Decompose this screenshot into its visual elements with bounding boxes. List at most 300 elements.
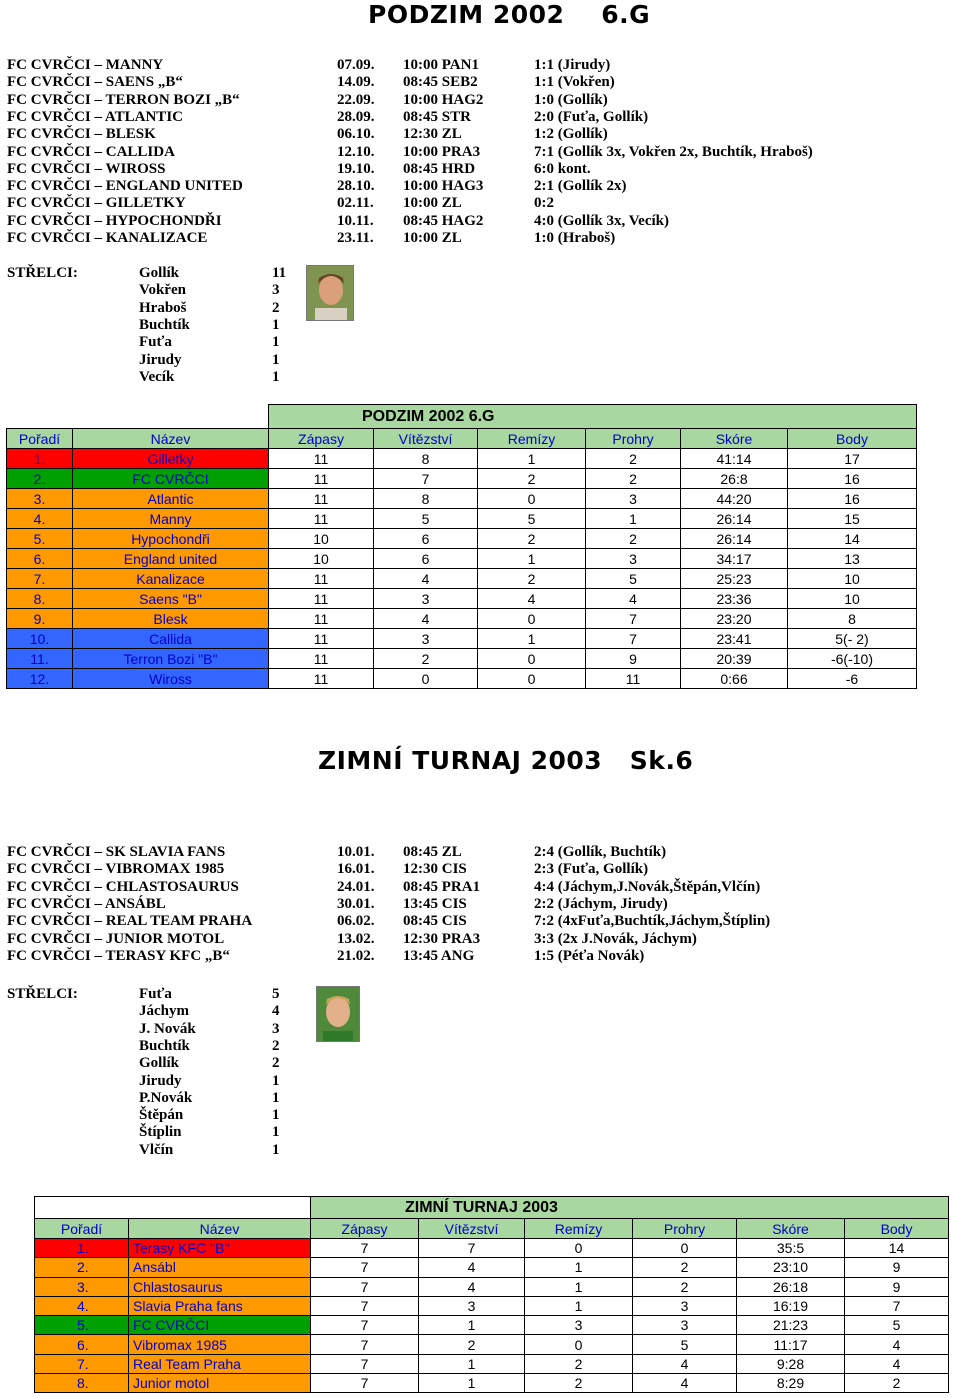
scorer-goals: 2 [272, 1055, 280, 1072]
won-cell: 6 [374, 529, 478, 549]
match-date: 24.01. [337, 878, 375, 895]
column-header: Název [73, 429, 269, 449]
match-teams: FC CVRČCI – ANSÁBL [7, 895, 166, 912]
table-row [7, 609, 917, 629]
table-row [35, 1239, 949, 1258]
team-name-cell: Vibromax 1985 [129, 1335, 311, 1354]
match-teams: FC CVRČCI – TERRON BOZI „B“ [7, 91, 240, 108]
lost-cell: 2 [633, 1277, 737, 1296]
match-time-venue: 10:00 HAG2 [403, 91, 484, 108]
scorer-goals: 1 [272, 334, 280, 351]
player-portrait-icon [317, 987, 359, 1041]
table-row [7, 529, 917, 549]
table-row [7, 629, 917, 649]
played-cell: 11 [269, 609, 374, 629]
draw-cell: 1 [478, 449, 586, 469]
match-result: 2:4 (Gollík, Buchtík) [534, 844, 667, 860]
score-cell: 26:14 [681, 509, 788, 529]
points-cell: 14 [845, 1239, 949, 1258]
played-cell: 11 [269, 449, 374, 469]
column-header: Body [845, 1219, 949, 1239]
scorer-goals: 1 [272, 1089, 280, 1106]
points-cell: 9 [845, 1258, 949, 1277]
draw-cell: 1 [478, 629, 586, 649]
team-name-cell: Slavia Praha fans [129, 1296, 311, 1315]
match-teams: FC CVRČCI – BLESK [7, 126, 156, 143]
score-cell: 9:28 [737, 1354, 845, 1373]
match-result: 6:0 kont. [534, 160, 591, 177]
scorer-name: Gollík [139, 1055, 180, 1072]
match-teams: FC CVRČCI – HYPOCHONDŘI [7, 212, 222, 229]
rank-cell: 2. [35, 1258, 129, 1277]
lost-cell: 3 [633, 1296, 737, 1315]
rank-cell: 4. [7, 509, 73, 529]
match-teams: FC CVRČCI – REAL TEAM PRAHA [7, 913, 253, 930]
played-cell: 11 [269, 649, 374, 669]
played-cell: 7 [311, 1335, 419, 1354]
scorer-name: Štěpán [139, 1107, 184, 1124]
rank-cell: 7. [7, 569, 73, 589]
table-row [7, 569, 917, 589]
match-result: 7:1 (Gollík 3x, Vokřen 2x, Buchtík, Hraboš) [534, 143, 813, 160]
played-cell: 7 [311, 1354, 419, 1373]
scorer-goals: 4 [272, 1003, 280, 1020]
match-result: 2:1 (Gollík 2x) [534, 178, 627, 195]
score-cell: 20:39 [681, 649, 788, 669]
draw-cell: 2 [478, 569, 586, 589]
rank-cell: 1. [7, 449, 73, 469]
score-cell: 21:23 [737, 1316, 845, 1335]
scorer-name: Gollík [139, 265, 180, 281]
column-header: Remízy [525, 1219, 633, 1239]
scorer-name: Fuťa [139, 986, 172, 1002]
team-name-cell: Callida [73, 629, 269, 649]
played-cell: 7 [311, 1316, 419, 1335]
draw-cell: 2 [478, 469, 586, 489]
match-teams: FC CVRČCI – SK SLAVIA FANS [7, 844, 226, 860]
scorer-name: Buchtík [139, 316, 190, 333]
played-cell: 11 [269, 589, 374, 609]
match-teams: FC CVRČCI – WIROSS [7, 160, 166, 177]
won-cell: 1 [419, 1354, 525, 1373]
column-header: Prohry [586, 429, 681, 449]
score-cell: 44:20 [681, 489, 788, 509]
table-row [35, 1354, 949, 1373]
lost-cell: 3 [586, 549, 681, 569]
score-cell: 23:10 [737, 1258, 845, 1277]
team-name-cell: Atlantic [73, 489, 269, 509]
team-name-cell: Blesk [73, 609, 269, 629]
scorers-label: STŘELCI: [7, 265, 78, 281]
team-name-cell: Saens "B" [73, 589, 269, 609]
scorer-goals: 2 [272, 1037, 280, 1054]
score-cell: 11:17 [737, 1335, 845, 1354]
team-name-cell: Chlastosaurus [129, 1277, 311, 1296]
match-teams: FC CVRČCI – CALLIDA [7, 143, 175, 160]
rank-cell: 4. [35, 1296, 129, 1315]
table-row [35, 1296, 949, 1315]
scorer-goals: 3 [272, 282, 280, 299]
points-cell: -6(-10) [788, 649, 917, 669]
match-date: 10.01. [337, 844, 375, 860]
match-teams: FC CVRČCI – ENGLAND UNITED [7, 178, 243, 195]
played-cell: 10 [269, 529, 374, 549]
won-cell: 2 [419, 1335, 525, 1354]
match-result: 7:2 (4xFuťa,Buchtík,Jáchym,Štíplin) [534, 913, 771, 930]
scorer-goals: 1 [272, 351, 280, 368]
score-cell: 26:8 [681, 469, 788, 489]
lost-cell: 4 [586, 589, 681, 609]
table-row [7, 549, 917, 569]
column-header: Vítězství [374, 429, 478, 449]
played-cell: 11 [269, 509, 374, 529]
match-result: 2:3 (Fuťa, Gollík) [534, 861, 649, 878]
won-cell: 8 [374, 449, 478, 469]
played-cell: 7 [311, 1239, 419, 1258]
rank-cell: 2. [7, 469, 73, 489]
scorer-goals: 1 [272, 316, 280, 333]
score-cell: 41:14 [681, 449, 788, 469]
table-row [35, 1258, 949, 1277]
section1-title: PODZIM 2002 6.G [368, 0, 651, 29]
played-cell: 11 [269, 669, 374, 689]
table-row [7, 509, 917, 529]
column-header: Zápasy [269, 429, 374, 449]
match-teams: FC CVRČCI – CHLASTOSAURUS [7, 878, 239, 895]
team-name-cell: FC CVRČCI [73, 469, 269, 489]
match-date: 13.02. [337, 930, 375, 947]
played-cell: 11 [269, 629, 374, 649]
column-header: Pořadí [35, 1219, 129, 1239]
scorer-name: Vecík [139, 368, 175, 385]
match-time-venue: 10:00 ZL [403, 195, 462, 212]
scorer-name: Jirudy [139, 1072, 182, 1089]
table-row [35, 1335, 949, 1354]
team-name-cell: FC CVRČCI [129, 1316, 311, 1335]
score-cell: 23:36 [681, 589, 788, 609]
lost-cell: 9 [586, 649, 681, 669]
lost-cell: 1 [586, 509, 681, 529]
match-time-venue: 12:30 PRA3 [403, 930, 481, 947]
table-row [7, 489, 917, 509]
lost-cell: 4 [633, 1374, 737, 1393]
won-cell: 3 [374, 629, 478, 649]
points-cell: 7 [845, 1296, 949, 1315]
player-photo [306, 265, 354, 321]
lost-cell: 2 [633, 1258, 737, 1277]
team-name-cell: Junior motol [129, 1374, 311, 1393]
points-cell: 16 [788, 469, 917, 489]
match-date: 10.11. [337, 212, 374, 229]
won-cell: 1 [419, 1374, 525, 1393]
team-name-cell: Hypochondři [73, 529, 269, 549]
score-cell: 23:41 [681, 629, 788, 649]
won-cell: 5 [374, 509, 478, 529]
match-date: 06.02. [337, 913, 375, 930]
scorer-name: Jáchym [139, 1003, 189, 1020]
scorer-goals: 3 [272, 1020, 280, 1037]
points-cell: 15 [788, 509, 917, 529]
score-cell: 0:66 [681, 669, 788, 689]
match-time-venue: 10:00 HAG3 [403, 178, 484, 195]
points-cell: 17 [788, 449, 917, 469]
column-header: Body [788, 429, 917, 449]
rank-cell: 8. [7, 589, 73, 609]
match-time-venue: 12:30 CIS [403, 861, 467, 878]
rank-cell: 9. [7, 609, 73, 629]
match-time-venue: 08:45 CIS [403, 913, 467, 930]
scorer-goals: 5 [272, 986, 280, 1002]
scorer-name: P.Novák [139, 1089, 193, 1106]
won-cell: 2 [374, 649, 478, 669]
won-cell: 1 [419, 1316, 525, 1335]
match-teams: FC CVRČCI – GILLETKY [7, 195, 186, 212]
match-time-venue: 08:45 PRA1 [403, 878, 481, 895]
rank-cell: 10. [7, 629, 73, 649]
lost-cell: 4 [633, 1354, 737, 1373]
match-time-venue: 08:45 SEB2 [403, 74, 478, 91]
rank-cell: 3. [7, 489, 73, 509]
match-teams: FC CVRČCI – VIBROMAX 1985 [7, 861, 225, 878]
draw-cell: 0 [478, 609, 586, 629]
won-cell: 4 [374, 569, 478, 589]
scorer-name: Vokřen [139, 282, 186, 299]
match-time-venue: 08:45 STR [403, 108, 471, 125]
winter-standings-table [34, 1196, 949, 1393]
draw-cell: 0 [478, 669, 586, 689]
scorer-goals: 1 [272, 1124, 280, 1141]
match-date: 12.10. [337, 143, 375, 160]
match-date: 23.11. [337, 230, 374, 246]
draw-cell: 0 [478, 649, 586, 669]
match-time-venue: 08:45 HAG2 [403, 212, 484, 229]
table-title: ZIMNÍ TURNAJ 2003 [311, 1197, 949, 1219]
match-teams: FC CVRČCI – JUNIOR MOTOL [7, 930, 225, 947]
match-time-venue: 13:45 ANG [403, 947, 475, 964]
team-name-cell: Wiross [73, 669, 269, 689]
draw-cell: 4 [478, 589, 586, 609]
scorer-goals: 1 [272, 1141, 280, 1158]
lost-cell: 5 [633, 1335, 737, 1354]
scorer-goals: 2 [272, 299, 280, 316]
column-header: Zápasy [311, 1219, 419, 1239]
match-date: 06.10. [337, 126, 375, 143]
points-cell: -6 [788, 669, 917, 689]
lost-cell: 2 [586, 529, 681, 549]
score-cell: 25:23 [681, 569, 788, 589]
match-teams: FC CVRČCI – KANALIZACE [7, 230, 208, 246]
scorer-name: Štíplin [139, 1124, 182, 1141]
table-row [7, 649, 917, 669]
scorer-name: Jirudy [139, 351, 182, 368]
draw-cell: 1 [525, 1277, 633, 1296]
scorer-name: J. Novák [139, 1020, 196, 1037]
points-cell: 4 [845, 1335, 949, 1354]
won-cell: 7 [374, 469, 478, 489]
won-cell: 3 [419, 1296, 525, 1315]
match-time-venue: 10:00 ZL [403, 230, 462, 246]
draw-cell: 3 [525, 1316, 633, 1335]
match-result: 1:0 (Hraboš) [534, 230, 616, 246]
won-cell: 8 [374, 489, 478, 509]
match-date: 28.09. [337, 108, 375, 125]
match-result: 1:5 (Péťa Novák) [534, 947, 645, 964]
lost-cell: 7 [586, 609, 681, 629]
table-title: PODZIM 2002 6.G [269, 405, 917, 429]
draw-cell: 1 [478, 549, 586, 569]
table-row [35, 1277, 949, 1296]
match-result: 1:0 (Gollík) [534, 91, 608, 108]
match-date: 21.02. [337, 947, 375, 964]
match-result: 4:4 (Jáchym,J.Novák,Štěpán,Vlčín) [534, 878, 761, 895]
draw-cell: 0 [525, 1335, 633, 1354]
match-result: 1:1 (Jirudy) [534, 57, 611, 73]
column-header: Název [129, 1219, 311, 1239]
match-result: 1:1 (Vokřen) [534, 74, 615, 91]
column-header: Skóre [737, 1219, 845, 1239]
points-cell: 4 [845, 1354, 949, 1373]
match-time-venue: 08:45 HRD [403, 160, 476, 177]
match-time-venue: 10:00 PAN1 [403, 57, 479, 73]
player-portrait-icon [307, 266, 353, 320]
team-name-cell: Terron Bozi "B" [73, 649, 269, 669]
draw-cell: 2 [478, 529, 586, 549]
match-result: 3:3 (2x J.Novák, Jáchym) [534, 930, 697, 947]
match-time-venue: 08:45 ZL [403, 844, 462, 860]
match-result: 2:2 (Jáchym, Jirudy) [534, 895, 668, 912]
lost-cell: 3 [633, 1316, 737, 1335]
lost-cell: 2 [586, 469, 681, 489]
scorer-goals: 1 [272, 1072, 280, 1089]
won-cell: 6 [374, 549, 478, 569]
played-cell: 10 [269, 549, 374, 569]
played-cell: 7 [311, 1258, 419, 1277]
scorer-goals: 1 [272, 1107, 280, 1124]
won-cell: 4 [374, 609, 478, 629]
rank-cell: 6. [35, 1335, 129, 1354]
match-result: 2:0 (Fuťa, Gollík) [534, 108, 649, 125]
draw-cell: 2 [525, 1374, 633, 1393]
score-cell: 34:17 [681, 549, 788, 569]
column-header: Vítězství [419, 1219, 525, 1239]
rank-cell: 7. [35, 1354, 129, 1373]
column-header: Skóre [681, 429, 788, 449]
points-cell: 9 [845, 1277, 949, 1296]
played-cell: 11 [269, 489, 374, 509]
won-cell: 4 [419, 1277, 525, 1296]
match-teams: FC CVRČCI – MANNY [7, 57, 164, 73]
points-cell: 14 [788, 529, 917, 549]
won-cell: 4 [419, 1258, 525, 1277]
scorer-name: Buchtík [139, 1037, 190, 1054]
team-name-cell: Gilletky [73, 449, 269, 469]
scorer-name: Fuťa [139, 334, 172, 351]
match-date: 19.10. [337, 160, 375, 177]
match-time-venue: 13:45 CIS [403, 895, 467, 912]
played-cell: 11 [269, 469, 374, 489]
points-cell: 10 [788, 569, 917, 589]
match-time-venue: 12:30 ZL [403, 126, 462, 143]
points-cell: 16 [788, 489, 917, 509]
won-cell: 3 [374, 589, 478, 609]
lost-cell: 7 [586, 629, 681, 649]
score-cell: 35:5 [737, 1239, 845, 1258]
draw-cell: 2 [525, 1354, 633, 1373]
rank-cell: 11. [7, 649, 73, 669]
score-cell: 23:20 [681, 609, 788, 629]
rank-cell: 5. [7, 529, 73, 549]
match-date: 22.09. [337, 91, 375, 108]
rank-cell: 1. [35, 1239, 129, 1258]
scorer-name: Vlčín [139, 1141, 174, 1158]
lost-cell: 11 [586, 669, 681, 689]
points-cell: 5 [845, 1316, 949, 1335]
column-header: Remízy [478, 429, 586, 449]
table-row [7, 449, 917, 469]
team-name-cell: Ansábl [129, 1258, 311, 1277]
draw-cell: 0 [478, 489, 586, 509]
won-cell: 7 [419, 1239, 525, 1258]
match-date: 07.09. [337, 57, 375, 73]
match-result: 1:2 (Gollík) [534, 126, 608, 143]
lost-cell: 0 [633, 1239, 737, 1258]
score-cell: 26:14 [681, 529, 788, 549]
table-row [35, 1316, 949, 1335]
draw-cell: 0 [525, 1239, 633, 1258]
table-row [35, 1374, 949, 1393]
score-cell: 26:18 [737, 1277, 845, 1296]
column-header: Pořadí [7, 429, 73, 449]
match-result: 0:2 [534, 195, 554, 212]
rank-cell: 5. [35, 1316, 129, 1335]
team-name-cell: Manny [73, 509, 269, 529]
score-cell: 8:29 [737, 1374, 845, 1393]
played-cell: 11 [269, 569, 374, 589]
played-cell: 7 [311, 1296, 419, 1315]
team-name-cell: England united [73, 549, 269, 569]
team-name-cell: Real Team Praha [129, 1354, 311, 1373]
autumn-standings-table [6, 404, 917, 689]
score-cell: 16:19 [737, 1296, 845, 1315]
team-name-cell: Kanalizace [73, 569, 269, 589]
points-cell: 2 [845, 1374, 949, 1393]
match-date: 16.01. [337, 861, 375, 878]
scorers-label: STŘELCI: [7, 986, 78, 1002]
lost-cell: 2 [586, 449, 681, 469]
match-date: 28.10. [337, 178, 375, 195]
scorer-goals: 1 [272, 368, 280, 385]
player-photo [316, 986, 360, 1042]
points-cell: 10 [788, 589, 917, 609]
played-cell: 7 [311, 1374, 419, 1393]
points-cell: 8 [788, 609, 917, 629]
section2-title: ZIMNÍ TURNAJ 2003 Sk.6 [318, 746, 694, 775]
rank-cell: 3. [35, 1277, 129, 1296]
scorer-name: Hraboš [139, 299, 187, 316]
points-cell: 5(- 2) [788, 629, 917, 649]
scorer-goals: 11 [272, 265, 287, 281]
lost-cell: 3 [586, 489, 681, 509]
match-date: 30.01. [337, 895, 375, 912]
table-row [7, 469, 917, 489]
rank-cell: 8. [35, 1374, 129, 1393]
match-date: 14.09. [337, 74, 375, 91]
draw-cell: 1 [525, 1258, 633, 1277]
match-time-venue: 10:00 PRA3 [403, 143, 481, 160]
table-row [7, 589, 917, 609]
draw-cell: 5 [478, 509, 586, 529]
won-cell: 0 [374, 669, 478, 689]
